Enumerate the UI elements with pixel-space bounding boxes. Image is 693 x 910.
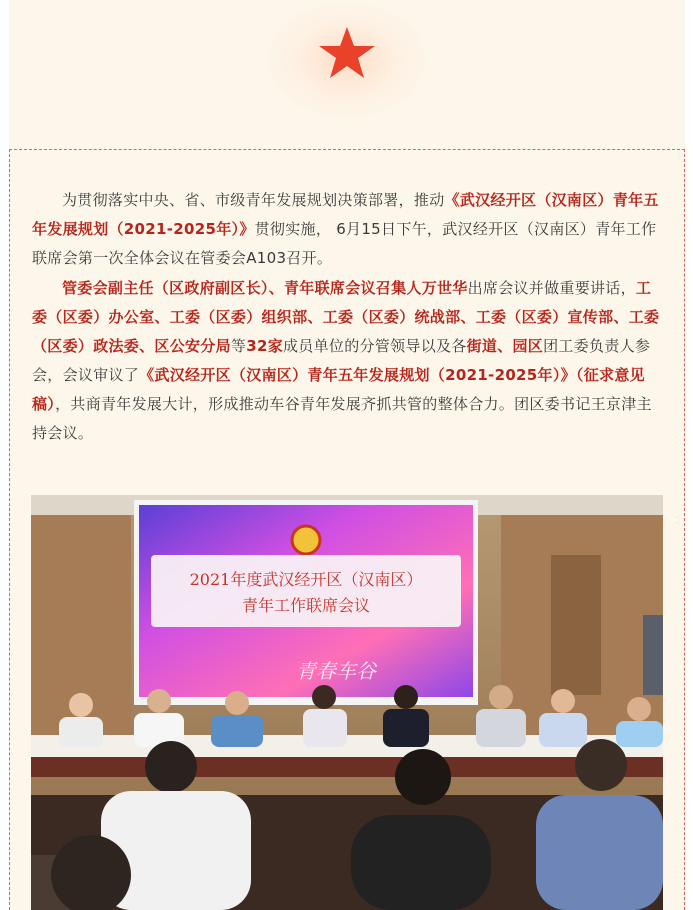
- screen-title-line1: 2021年度武汉经开区（汉南区）: [189, 570, 423, 589]
- body-text: 等: [230, 337, 247, 355]
- header-band: [9, 0, 685, 148]
- paragraph-intro: [32, 186, 664, 273]
- highlighted-text: 《武汉经开区（汉南区）青年五年发展规划（2021-2025年）》（征求意见稿）: [32, 366, 645, 413]
- screen-title-line2: 青年工作联席会议: [241, 596, 371, 615]
- body-text: ，共商青年发展大计，形成推动车谷青年发展齐抓共管的整体合力。团区委书记王京津主持会议。: [32, 395, 652, 442]
- body-text: 团工委负责人参会，会议审议了: [32, 337, 651, 384]
- body-text: 贯彻实施， 6月15日下午，武汉经开区（汉南区）青年工作联席会第一次全体会议在管委会A103召开。: [32, 220, 657, 267]
- content-box: [9, 149, 685, 910]
- highlighted-text: 管委会副主任（区政府副区长）、青年联席会议召集人万世华: [62, 279, 468, 297]
- highlighted-text: 街道、园区: [466, 337, 544, 355]
- highlighted-text: 《武汉经开区（汉南区）青年五年发展规划（2021-2025年）》: [32, 191, 659, 238]
- red-star-icon: [317, 25, 377, 81]
- meeting-photo-illustration: [31, 495, 663, 910]
- highlighted-text: 工委（区委）办公室、工委（区委）组织部、工委（区委）统战部、工委（区委）宣传部、工委（区委）政法委、区公安分局: [32, 279, 660, 355]
- highlighted-text: 32家: [246, 337, 283, 355]
- body-text: 出席会议并做重要讲话，: [467, 279, 636, 297]
- body-text: 为贯彻落实中央、省、市级青年发展规划决策部署，推动: [62, 191, 445, 209]
- youth-league-emblem-icon: [292, 526, 320, 554]
- meeting-photo: [31, 495, 663, 910]
- article-frame: [9, 0, 685, 908]
- paragraph-attendees: [32, 274, 664, 448]
- screen-logo-text: 青春车谷: [296, 659, 376, 683]
- body-text: 成员单位的分管领导以及各: [283, 337, 467, 355]
